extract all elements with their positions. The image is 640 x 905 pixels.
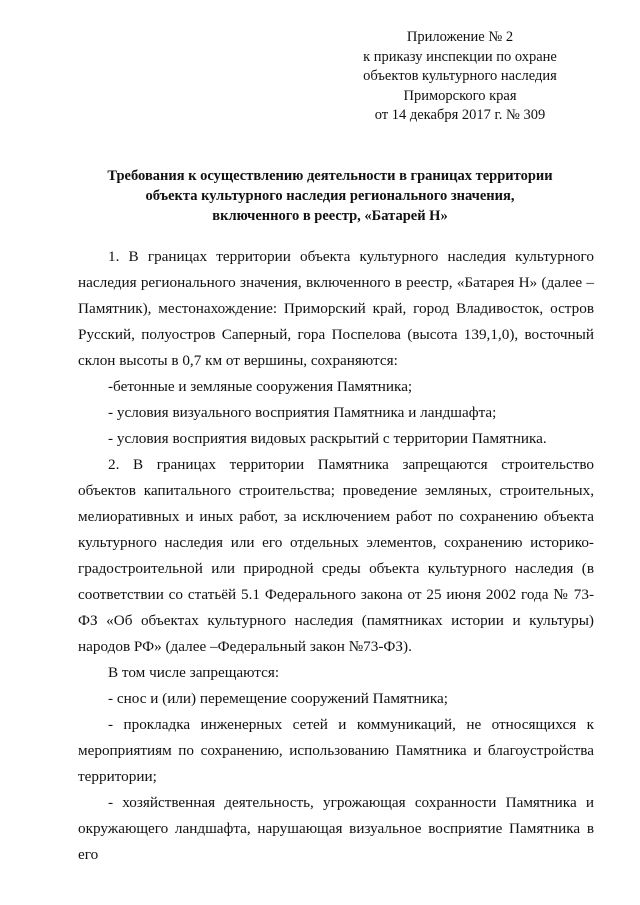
title-line: объекта культурного наследия регионального значения,	[145, 188, 515, 204]
appendix-line: к приказу инспекции по охране	[363, 48, 557, 65]
document-body	[78, 244, 594, 868]
list-item: - снос и (или) перемещение сооружений Памятника;	[108, 690, 448, 707]
document-title	[60, 166, 600, 226]
paragraph-2: 2. В границах территории Памятника запрещаются строительство объектов капитального строительства; проведение земляных, строительных, мелиоративных и иных работ, за исключением работ по сохранению объекта культурного наследия или его отдельных элементов, сохранению историко-градостроительной или природной среды объекта культурного наследия (в соответствии со статьёй 5.1 Федерального закона от 25 июня 2002 года № 73-ФЗ «Об объектах культурного наследия (памятниках истории и культуры) народов РФ» (далее –Федеральный закон №73-ФЗ).	[78, 456, 594, 655]
list-item: - прокладка инженерных сетей и коммуникаций, не относящихся к мероприятиям по сохранению, использованию Памятника и благоустройства территории;	[78, 716, 594, 785]
title-line: включенного в реестр, «Батарей Н»	[212, 208, 448, 224]
appendix-header	[340, 28, 580, 126]
appendix-line: Приложение № 2	[406, 29, 514, 45]
appendix-line: объектов культурного наследия	[363, 68, 557, 84]
list-item: - условия визуального восприятия Памятника и ландшафта;	[108, 404, 497, 421]
list-item: - условия восприятия видовых раскрытий с территории Памятника.	[108, 430, 547, 447]
list-item: - хозяйственная деятельность, угрожающая сохранности Памятника и окружающего ландшафта, нарушающая визуальное восприятие Памятника в его	[78, 794, 594, 863]
title-line: Требования к осуществлению деятельности в границах территории	[107, 168, 553, 184]
list-item: -бетонные и земляные сооружения Памятника;	[108, 378, 413, 395]
appendix-line: Приморского края	[403, 87, 517, 104]
paragraph-1: 1. В границах территории объекта культурного наследия культурного наследия регионального значения, включенного в реестр, «Батарея Н» (далее – Памятник), местонахождение: Приморский край, город Владивосток, остров Русский, полуостров Саперный, гора Поспелова (высота 139,1,0), восточный склон высоты в 0,7 км от вершины, сохраняются:	[78, 248, 594, 369]
appendix-line: от 14 декабря 2017 г. № 309	[374, 107, 546, 123]
paragraph-intro: В том числе запрещаются:	[108, 664, 280, 681]
